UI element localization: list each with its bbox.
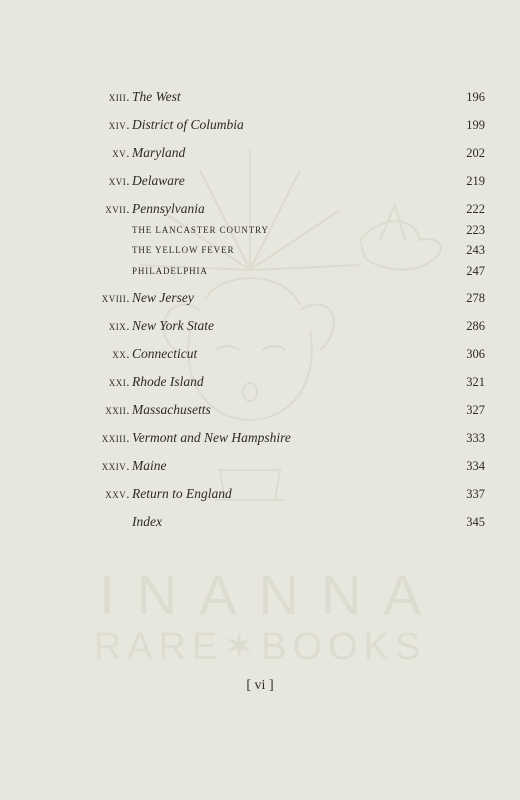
toc-entry (0, 427, 520, 449)
chapter-title: New York State (132, 318, 215, 333)
page-number: 321 (466, 375, 485, 389)
chapter-title: New Jersey (132, 290, 194, 305)
page-number: 345 (466, 515, 485, 529)
page-number: 327 (466, 403, 485, 417)
page-number: 334 (466, 459, 485, 473)
chapter-number: xiv. (108, 117, 130, 132)
page-number: 278 (466, 291, 485, 305)
chapter-title: Rhode Island (132, 374, 204, 389)
chapter-number: xix. (108, 318, 130, 333)
toc-entry (0, 86, 520, 108)
chapter-number: xx. (112, 346, 130, 361)
toc-subentry (0, 260, 520, 282)
page-number: 243 (466, 243, 485, 257)
toc-entry (0, 142, 520, 164)
chapter-number: xxi. (108, 374, 130, 389)
toc-entry (0, 170, 520, 192)
section-title: THE YELLOW FEVER (132, 245, 235, 255)
chapter-number: xv. (112, 145, 130, 160)
chapter-title: The West (132, 89, 181, 104)
watermark-line-2: RARE✶BOOKS (93, 626, 427, 668)
toc-entry (0, 287, 520, 309)
chapter-title: Delaware (132, 173, 185, 188)
page-number: 337 (466, 487, 485, 501)
toc-entry (0, 399, 520, 421)
chapter-title: Maryland (132, 145, 186, 160)
page-folio: [ vi ] (246, 678, 274, 693)
chapter-number: xvii. (105, 201, 130, 216)
watermark-line-1: INANNA (99, 563, 443, 626)
page-number: 333 (466, 431, 485, 445)
chapter-title: Connecticut (132, 346, 198, 361)
chapter-number: xxv. (105, 486, 130, 501)
chapter-number: xviii. (101, 290, 130, 305)
chapter-title: Massachusetts (132, 402, 211, 417)
page-number: 219 (466, 174, 485, 188)
toc-entry-index (0, 511, 520, 533)
toc-entry (0, 483, 520, 505)
toc-entry (0, 198, 520, 220)
toc-entry (0, 343, 520, 365)
chapter-title: District of Columbia (132, 117, 244, 132)
section-title: THE LANCASTER COUNTRY (132, 225, 269, 235)
page-number: 196 (466, 90, 485, 104)
page-number: 223 (466, 223, 485, 237)
chapter-title: Vermont and New Hampshire (132, 430, 291, 445)
toc-entry (0, 455, 520, 477)
chapter-number: xxiv. (101, 458, 130, 473)
toc-subentry (0, 239, 520, 261)
page-number: 306 (466, 347, 485, 361)
section-title: PHILADELPHIA (132, 266, 208, 276)
chapter-number: xxii. (105, 402, 130, 417)
chapter-number: xvi. (108, 173, 130, 188)
index-title: Index (132, 514, 162, 529)
toc-entry (0, 114, 520, 136)
toc-entry (0, 315, 520, 337)
page-number: 247 (466, 264, 485, 278)
chapter-number: xiii. (108, 89, 130, 104)
chapter-title: Pennsylvania (132, 201, 205, 216)
page-number: 222 (466, 202, 485, 216)
chapter-number: xxiii. (101, 430, 130, 445)
page-number: 286 (466, 319, 485, 333)
chapter-title: Maine (132, 458, 167, 473)
toc-subentry (0, 219, 520, 241)
toc-entry (0, 371, 520, 393)
page-number: 199 (466, 118, 485, 132)
page-number: 202 (466, 146, 485, 160)
chapter-title: Return to England (132, 486, 232, 501)
